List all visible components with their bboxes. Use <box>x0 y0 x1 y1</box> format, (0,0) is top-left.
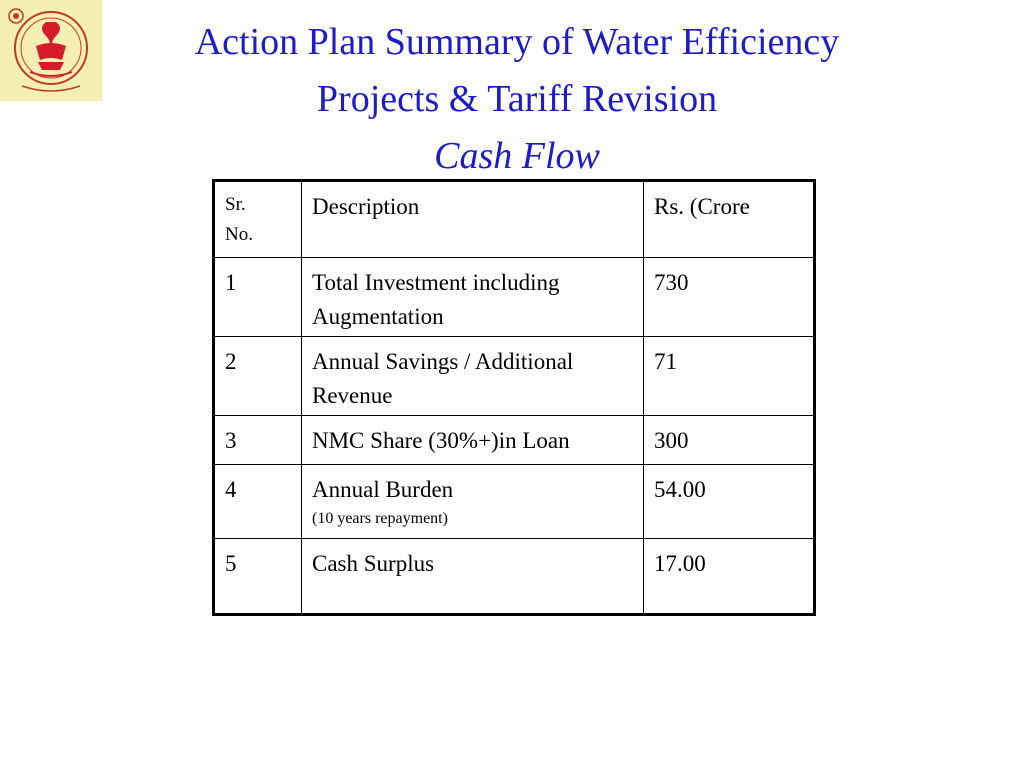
cell-description <box>302 465 644 539</box>
cell-description: Total Investment including Augmentation <box>302 258 644 337</box>
header-description: Description <box>302 181 644 258</box>
header-sr-no <box>214 181 302 258</box>
cell-description: Cash Surplus <box>302 539 644 615</box>
table-row <box>214 416 815 465</box>
cell-amount: 730 <box>644 258 815 337</box>
header-amount: Rs. (Crore <box>644 181 815 258</box>
title-line-3-subtitle: Cash Flow <box>434 135 600 177</box>
table-header-row <box>214 181 815 258</box>
slide-title <box>0 14 1024 185</box>
cell-amount: 17.00 <box>644 539 815 615</box>
table-row <box>214 539 815 615</box>
table-row <box>214 258 815 337</box>
title-line-1: Action Plan Summary of Water Efficiency <box>194 21 840 63</box>
cash-flow-table <box>212 179 816 616</box>
table-row <box>214 465 815 539</box>
cell-amount: 54.00 <box>644 465 815 539</box>
cell-sr: 4 <box>214 465 302 539</box>
cell-description: NMC Share (30%+)in Loan <box>302 416 644 465</box>
cell-description-text: Annual Burden <box>312 477 454 502</box>
cell-sr: 5 <box>214 539 302 615</box>
header-no-label: No. <box>225 224 253 245</box>
cell-description-note: (10 years repayment) <box>312 510 448 527</box>
cell-amount: 71 <box>644 337 815 416</box>
title-line-2: Projects & Tariff Revision <box>316 78 718 120</box>
cell-sr: 1 <box>214 258 302 337</box>
cell-sr: 3 <box>214 416 302 465</box>
cell-amount: 300 <box>644 416 815 465</box>
cell-description: Annual Savings / Additional Revenue <box>302 337 644 416</box>
table-row <box>214 337 815 416</box>
header-sr-label: Sr. <box>225 194 246 215</box>
cell-sr: 2 <box>214 337 302 416</box>
